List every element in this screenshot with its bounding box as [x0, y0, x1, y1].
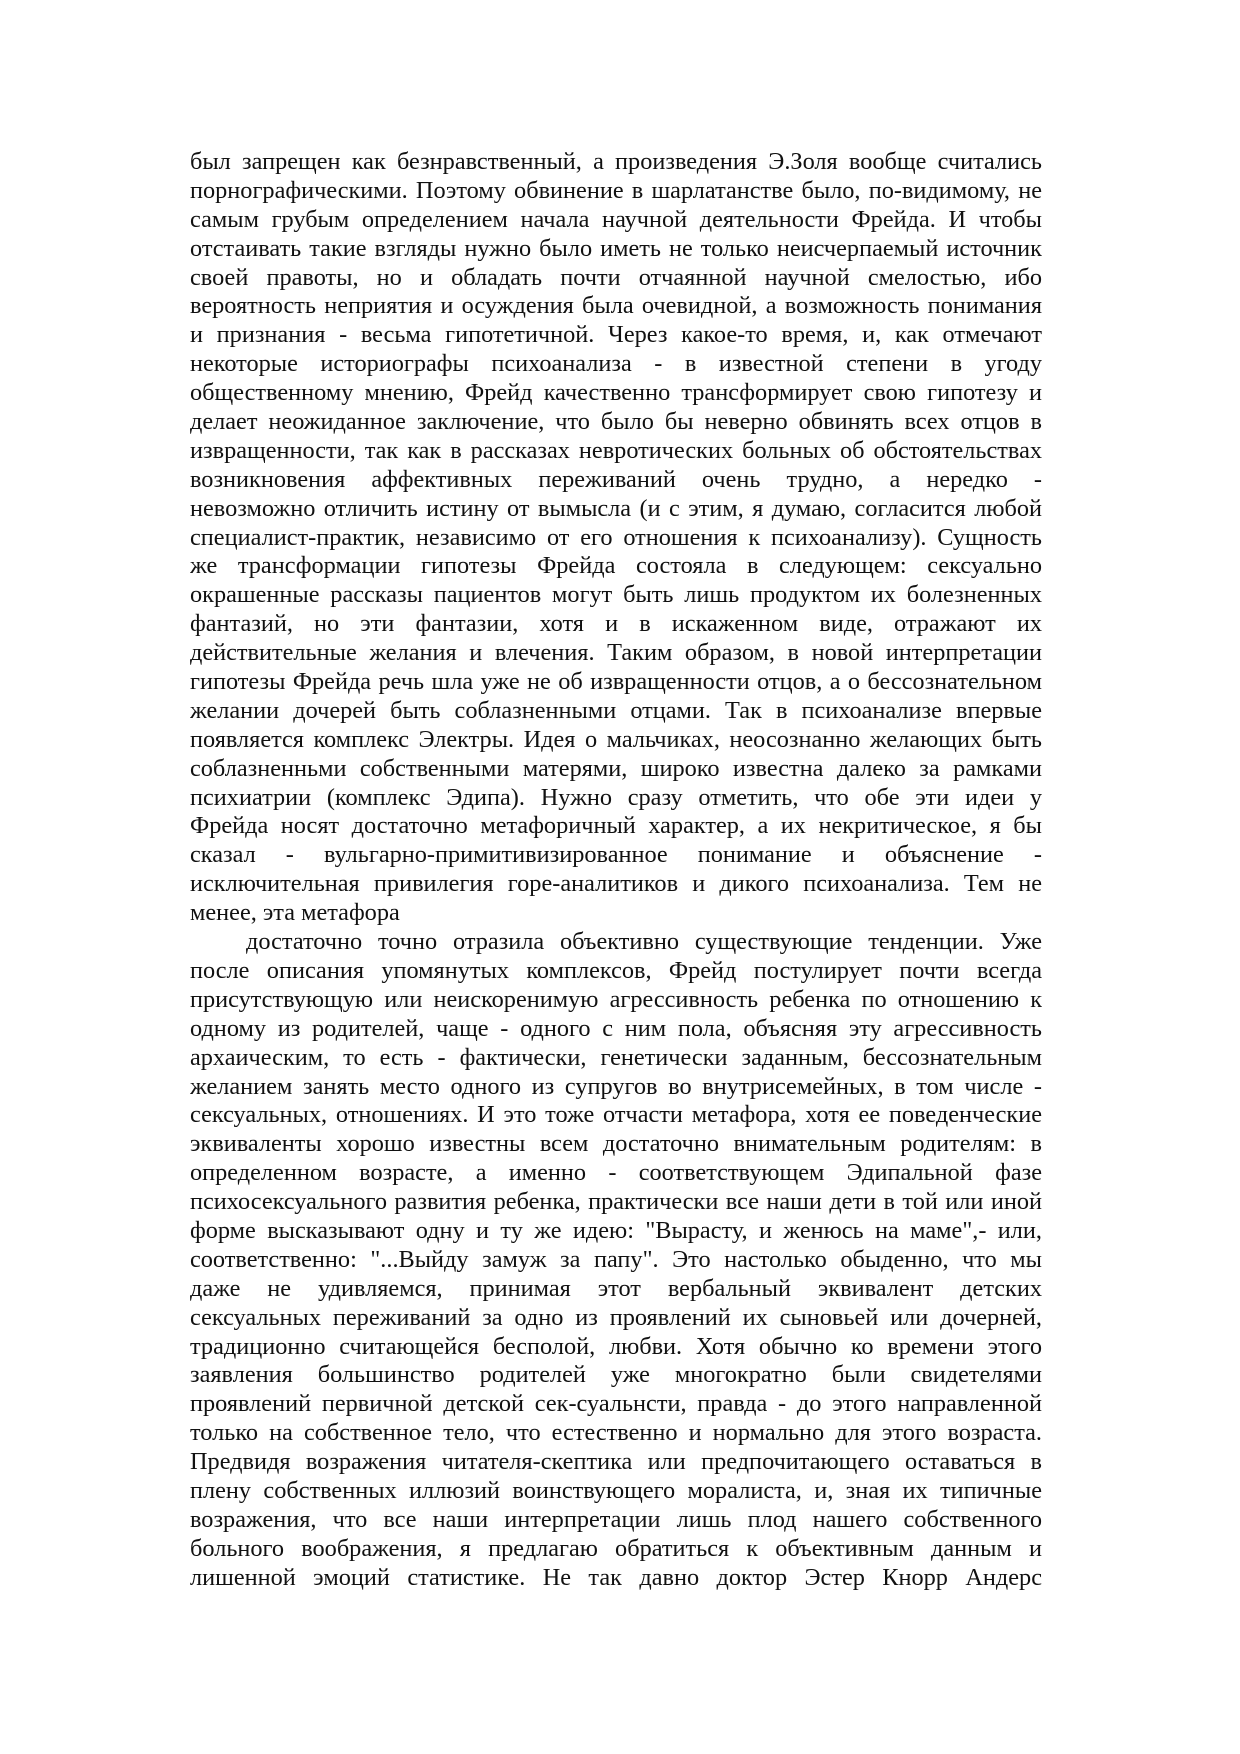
- body-text: [190, 148, 1042, 1593]
- text-line: одному из родителей, чаще - одного с ним пола, объясняя эту агрессивность: [190, 1014, 1042, 1042]
- text-line: отстаивать такие взгляды нужно было иметь не только неисчерпаемый источник: [190, 234, 1042, 262]
- text-line: окрашенные рассказы пациентов могут быть лишь продуктом их болезненных: [190, 581, 1042, 609]
- text-line: после описания упомянутых комплексов, Фрейд постулирует почти всегда: [190, 956, 1042, 984]
- text-line: соблазненньми собственными матерями, широко известна далеко за рамками: [190, 754, 1042, 782]
- text-line: гипотезы Фрейда речь шла уже не об извращенности отцов, а о бессознательном: [190, 668, 1042, 696]
- text-line: невозможно отличить истину от вымысла (и с этим, я думаю, согласится любой: [190, 494, 1042, 522]
- text-line: сексуальных, отношениях. И это тоже отчасти метафора, хотя ее поведенческие: [190, 1101, 1042, 1129]
- text-line: желании дочерей быть соблазненными отцами. Так в психоанализе впервые: [190, 696, 1042, 724]
- text-line: своей правоты, но и обладать почти отчаянной научной смелостью, ибо: [190, 263, 1042, 291]
- text-line: специалист-практик, независимо от его отношения к психоанализу). Сущность: [190, 523, 1042, 551]
- text-line: и признания - весьма гипотетичной. Через какое-то время, и, как отмечают: [190, 321, 1042, 349]
- text-line: традиционно считающейся бесполой, любви. Хотя обычно ко времени этого: [190, 1332, 1042, 1360]
- text-line: психосексуального развития ребенка, практически все наши дети в той или иной: [190, 1188, 1042, 1216]
- text-line: же трансформации гипотезы Фрейда состояла в следующем: сексуально: [190, 552, 1042, 580]
- text-line: вероятность неприятия и осуждения была очевидной, а возможность понимания: [190, 292, 1042, 320]
- text-line: присутствующую или неискоренимую агрессивность ребенка по отношению к: [190, 985, 1042, 1013]
- text-line: Фрейда носят достаточно метафоричный характер, а их некритическое, я бы: [190, 812, 1042, 840]
- text-line: возражения, что все наши интерпретации лишь плод нашего собственного: [190, 1505, 1042, 1533]
- text-line: плену собственных иллюзий воинствующего моралиста, и, зная их типичные: [190, 1476, 1042, 1504]
- text-line: общественному мнению, Фрейд качественно трансформирует свою гипотезу и: [190, 379, 1042, 407]
- text-line: психиатрии (комплекс Эдипа). Нужно сразу отметить, что обе эти идеи у: [190, 783, 1042, 811]
- text-line: сказал - вульгарно-примитивизированное понимание и объяснение -: [190, 841, 1042, 869]
- text-line: заявления большинство родителей уже многократно были свидетелями: [190, 1361, 1042, 1389]
- text-line: только на собственное тело, что естественно и нормально для этого возраста.: [190, 1419, 1042, 1447]
- text-line: соответственно: "...Выйду замуж за папу". Это настолько обыденно, что мы: [190, 1245, 1042, 1273]
- text-line: фантазий, но эти фантазии, хотя и в искаженном виде, отражают их: [190, 610, 1042, 638]
- text-line: исключительная привилегия горе-аналитиков и дикого психоанализа. Тем не: [190, 870, 1042, 898]
- text-line: делает неожиданное заключение, что было бы неверно обвинять всех отцов в: [190, 408, 1042, 436]
- text-line: проявлений первичной детской сек-суальнсти, правда - до этого направленной: [190, 1390, 1042, 1418]
- text-line: достаточно точно отразила объективно существующие тенденции. Уже: [246, 928, 1042, 956]
- text-line: был запрещен как безнравственный, а произведения Э.Золя вообще считались: [190, 148, 1042, 175]
- text-line: архаическим, то есть - фактически, генетически заданным, бессознательным: [190, 1043, 1042, 1071]
- text-line: менее, эта метафора: [190, 899, 400, 927]
- text-line: некоторые историографы психоанализа - в известной степени в угоду: [190, 350, 1042, 378]
- text-line: действительные желания и влечения. Таким образом, в новой интерпретации: [190, 639, 1042, 667]
- text-line: форме высказывают одну и ту же идею: "Вырасту, и женюсь на маме",- или,: [190, 1216, 1042, 1244]
- text-line: определенном возрасте, а именно - соответствующем Эдипальной фазе: [190, 1159, 1042, 1187]
- text-line: Предвидя возражения читателя-скептика или предпочитающего оставаться в: [190, 1448, 1042, 1476]
- text-line: возникновения аффективных переживаний очень трудно, а нередко -: [190, 465, 1042, 493]
- text-line: эквиваленты хорошо известны всем достаточно внимательным родителям: в: [190, 1130, 1042, 1158]
- text-line: самым грубым определением начала научной деятельности Фрейда. И чтобы: [190, 205, 1042, 233]
- text-line: желанием занять место одного из супругов во внутрисемейных, в том числе -: [190, 1072, 1042, 1100]
- text-line: даже не удивляемся, принимая этот вербальный эквивалент детских: [190, 1274, 1042, 1302]
- text-line: извращенности, так как в рассказах невротических больных об обстоятельствах: [190, 436, 1042, 464]
- text-line: сексуальных переживаний за одно из проявлений их сыновьей или дочерней,: [190, 1303, 1042, 1331]
- text-line: порнографическими. Поэтому обвинение в шарлатанстве было, по-видимому, не: [190, 176, 1042, 204]
- text-line: лишенной эмоций статистике. Не так давно доктор Эстер Кнорр Андерс: [190, 1563, 1042, 1591]
- text-line: больного воображения, я предлагаю обратиться к объективным данным и: [190, 1534, 1042, 1562]
- text-line: появляется комплекс Электры. Идея о мальчиках, неосознанно желающих быть: [190, 725, 1042, 753]
